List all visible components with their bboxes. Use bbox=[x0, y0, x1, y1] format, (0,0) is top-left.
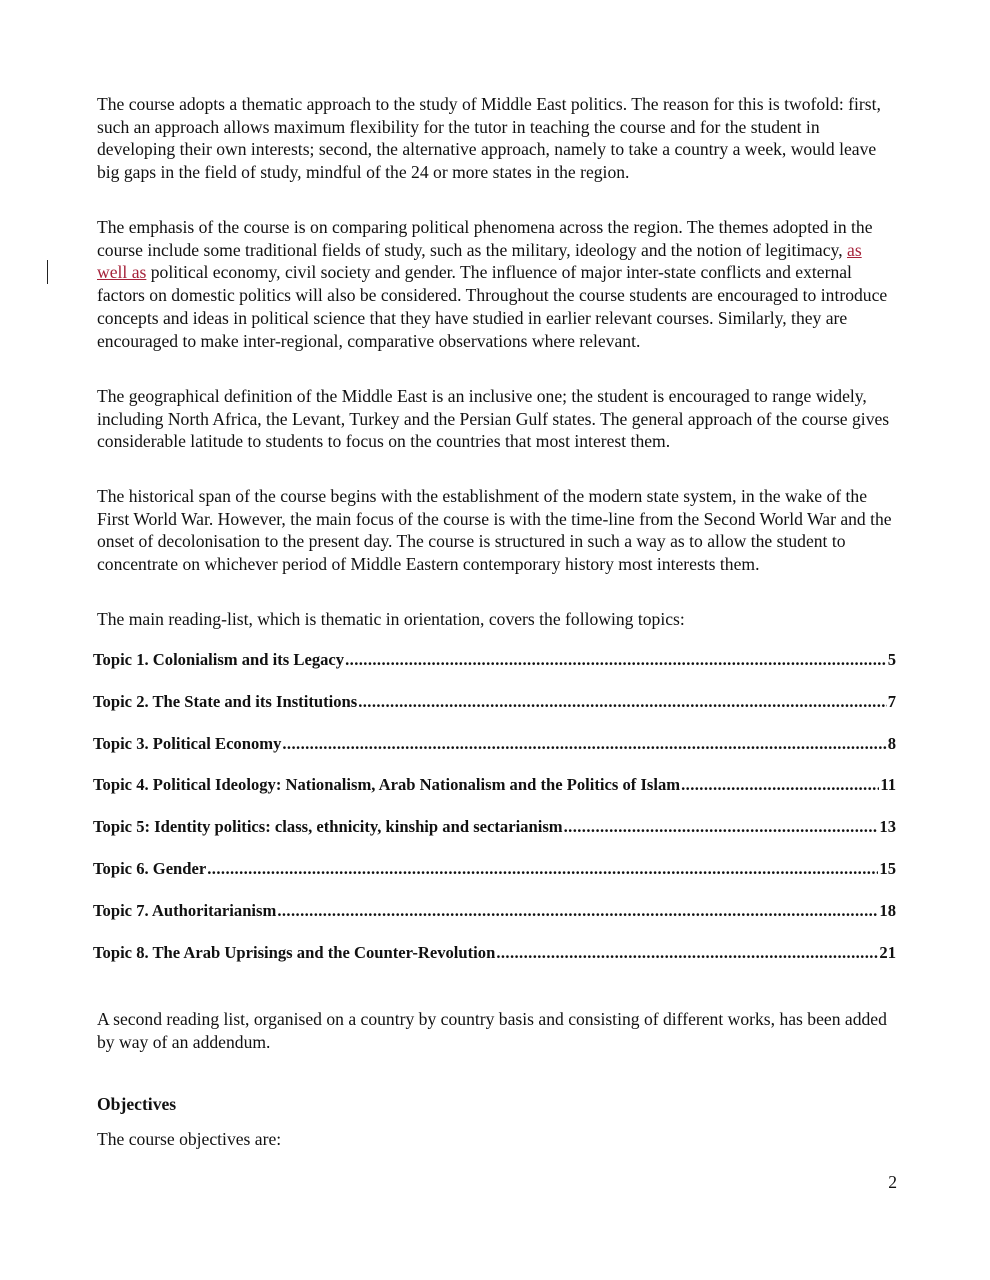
toc-entry[interactable] bbox=[93, 817, 896, 859]
toc-entry-page: 18 bbox=[879, 900, 896, 920]
toc-leader-dots bbox=[277, 901, 878, 921]
objectives-heading: Objectives bbox=[97, 1094, 177, 1114]
toc-entry[interactable] bbox=[93, 692, 896, 734]
toc-entry-title: Topic 8. The Arab Uprisings and the Counter-Revolution bbox=[93, 942, 496, 962]
toc-entry-title: Topic 3. Political Economy bbox=[93, 733, 282, 753]
toc-leader-dots bbox=[345, 650, 887, 670]
toc-entry[interactable] bbox=[93, 775, 896, 817]
toc-leader-dots bbox=[564, 817, 879, 837]
paragraph-emphasis bbox=[97, 216, 892, 352]
toc-entry[interactable] bbox=[93, 859, 896, 901]
toc-leader-dots bbox=[207, 859, 878, 879]
paragraph-reading-list-intro: The main reading-list, which is thematic in orientation, covers the following topics: bbox=[97, 609, 685, 629]
toc-entry-title: Topic 1. Colonialism and its Legacy bbox=[93, 650, 345, 669]
toc-entry-title: Topic 4. Political Ideology: Nationalism, Arab Nationalism and the Politics of Islam bbox=[93, 775, 681, 795]
toc-entry-page: 21 bbox=[879, 942, 896, 962]
paragraph-historical-span: The historical span of the course begins with the establishment of the modern state system, in the wake of the First World War. However, the main focus of the course is with the time-line from the Second World War and the onset of decolonisation to the present day. The course is structured in such a way as to allow the student to concentrate on whichever period of Middle Eastern contemporary history most interests them. bbox=[97, 486, 892, 575]
paragraph-thematic-approach: The course adopts a thematic approach to the study of Middle East politics. The reason for this is twofold: first, such an approach allows maximum flexibility for the tutor in teaching the course and for the student in developing their own interests; second, the alternative approach, namely to take a country a week, would leave big gaps in the field of study, mindful of the 24 or more states in the region. bbox=[97, 94, 881, 183]
page-number: 2 bbox=[888, 1172, 897, 1192]
revision-change-bar bbox=[47, 260, 48, 284]
table-of-contents bbox=[93, 650, 896, 984]
tracked-insertion[interactable]: as well as bbox=[97, 239, 862, 283]
toc-entry-page: 7 bbox=[887, 691, 896, 711]
toc-entry[interactable] bbox=[93, 650, 896, 692]
paragraph-second-reading-list: A second reading list, organised on a country by country basis and consisting of different works, has been added by way of an addendum. bbox=[97, 1009, 887, 1052]
toc-entry-page: 5 bbox=[887, 650, 896, 669]
toc-entry[interactable] bbox=[93, 734, 896, 776]
toc-leader-dots bbox=[282, 734, 886, 754]
toc-entry-page: 13 bbox=[879, 817, 896, 837]
toc-entry-title: Topic 6. Gender bbox=[93, 858, 207, 878]
toc-entry[interactable] bbox=[93, 943, 896, 985]
toc-entry-title: Topic 2. The State and its Institutions bbox=[93, 691, 358, 711]
paragraph-geography: The geographical definition of the Middle East is an inclusive one; the student is encouraged to range widely, including North Africa, the Levant, Turkey and the Persian Gulf states. The general approach of the course gives considerable latitude to students to focus on the countries that most interest them. bbox=[97, 386, 890, 452]
paragraph-objectives-intro: The course objectives are: bbox=[97, 1129, 282, 1149]
paragraph-emphasis-text-2: political economy, civil society and gender. The influence of major inter-state conflicts and external factors on domestic politics will also be considered. Throughout the course students are encouraged to introduce concepts and ideas in political science that they have studied in earlier relevant courses. Similarly, they are encouraged to make inter-regional, comparative observations where relevant. bbox=[97, 262, 888, 351]
toc-entry-page: 15 bbox=[879, 858, 896, 878]
toc-leader-dots bbox=[496, 943, 878, 963]
toc-leader-dots bbox=[358, 692, 887, 712]
paragraph-emphasis-text-1: The emphasis of the course is on comparing political phenomena across the region. The themes adopted in the course include some traditional fields of study, such as the military, ideology and the notion of legitimacy, bbox=[97, 217, 873, 260]
toc-entry-page: 11 bbox=[880, 775, 896, 795]
toc-entry-title: Topic 5: Identity politics: class, ethnicity, kinship and sectarianism bbox=[93, 817, 563, 837]
toc-leader-dots bbox=[681, 775, 879, 795]
toc-entry[interactable] bbox=[93, 901, 896, 943]
toc-entry-title: Topic 7. Authoritarianism bbox=[93, 900, 277, 920]
toc-entry-page: 8 bbox=[887, 733, 896, 753]
